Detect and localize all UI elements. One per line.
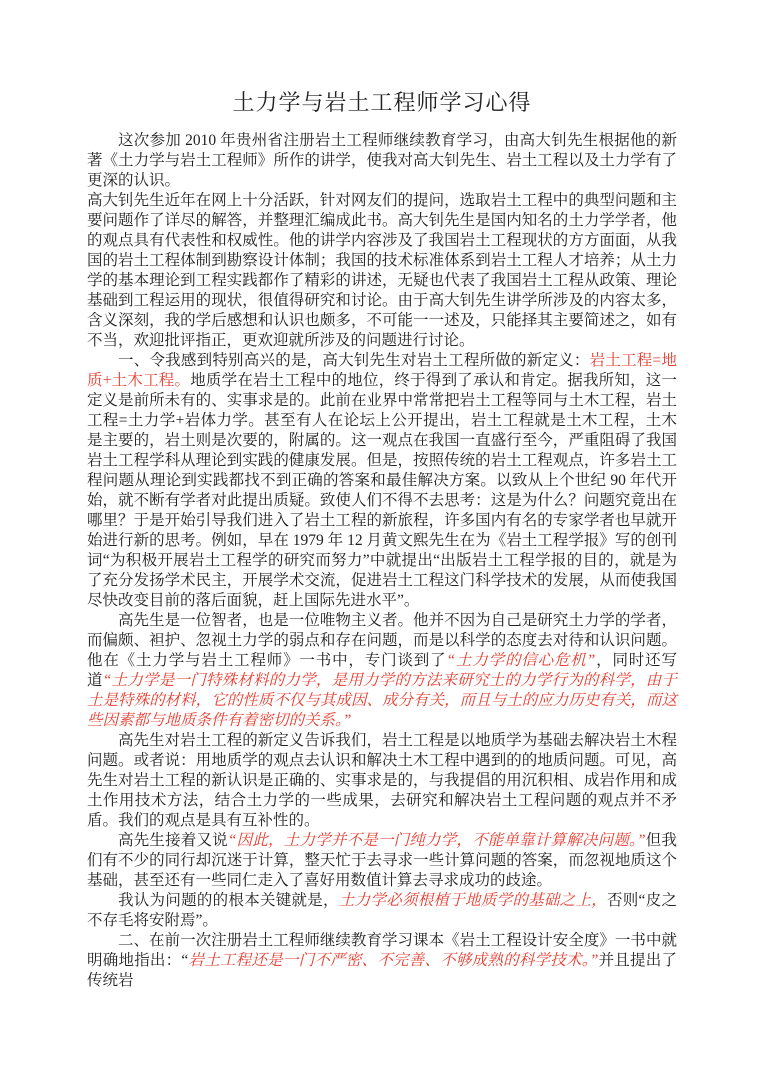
paragraph-key-conclusion [87, 891, 677, 931]
highlighted-text: “土力学是一门特殊材料的力学，是用力学的方法来研究土的力学行为的科学，由于土是特殊的材料，它的性质不仅与其成因、成分有关，而且与土的应力历史有关，而这些因素都与地质条件有着密切的关系。” [87, 672, 677, 729]
document-title: 土力学与岩土工程师学习心得 [232, 90, 532, 115]
paragraph-section-2 [87, 931, 677, 991]
text-run: 一、令我感到特别高兴的是，高大钊先生对岩土工程所做的新定义： [118, 352, 590, 369]
text-run: 高先生对岩土工程的新定义告诉我们，岩土工程是以地质学为基础去解决岩土木程问题。或者说：用地质学的观点去认识和解决土木工程中遇到的的地质问题。可见，高先生对岩土工程的新认识是正确的、实事求是的，与我提倡的用沉积相、成岩作用和成土作用技术方法，结合土力学的一些成果，去研究和解决岩土工程问题的观点并不矛盾。我们的观点是具有互补性的。 [87, 732, 677, 829]
paragraph-gao-wisdom-quote [87, 611, 677, 731]
text-run: 二、在前一次注册岩土工程师继续教育学习课本《岩土工程设计安全度》一书中就明确地指出：“ [87, 932, 677, 969]
text-run: 高先生是一位智者，也是一位唯物主义者。他并不因为自己是研究土力学的学者，而偏颇、袒护、忽视土力学的弱点和存在问题，而是以科学的态度去对待和认识问题。他在《土力学与岩土工程师》一书中，专门谈到了 [87, 612, 677, 669]
paragraph-not-pure-mechanics [87, 831, 677, 891]
paragraph-section-1-new-definition [87, 351, 677, 611]
paragraph-intro [87, 131, 677, 191]
highlighted-text: “土力学的信心危机” [446, 652, 596, 669]
text-run: ，同时还写道 [87, 652, 677, 689]
paragraph-definition-discussion [87, 731, 677, 831]
text-run: 高先生接着又说 [118, 832, 228, 849]
text-run: 并且提出了传统岩 [87, 952, 677, 989]
highlighted-text: 岩土工程还是一门不严密、不完善、不够成熟的科学技术。” [188, 952, 599, 969]
text-run: 地质学在岩土工程中的地位，终于得到了承认和肯定。据我所知，这一定义是前所未有的、实事求是的。此前在业界中常常把岩土工程等同与土木工程，岩土工程=土力学+岩体力学。甚至有人在论坛上公开提出，岩土工程就是土木工程，土木是主要的，岩土则是次要的，附属的。这一观点在我国一直盛行至今，严重阻碍了我国岩土工程学科从理论到实践的健康发展。但是，按照传统的岩土工程观点，许多岩土工程问题从理论到实践都找不到正确的答案和最佳解决方案。以致从上个世纪 90 年代开始，就不断有学者对此提出质疑。致使人们不得不去思考：这是为什么？问题究竟出在哪里？于是开始引导我们进入了岩土工程的新旅程，许多国内有名的专家学者也早就开始进行新的思考。例如，早在 1979 年 12 月黄文熙先生在为《岩土工程学报》写的创刊词“为积极开展岩土工程学的研究而努力”中就提出“出版岩土工程学报的目的，就是为了充分发扬学术民主，开展学术交流，促进岩土工程这门科学技术的发展，从而使我国尽快改变目前的落后面貌，赶上国际先进水平”。 [87, 372, 677, 609]
highlighted-text: 岩土工程=地质+土木工程。 [87, 352, 677, 389]
paragraph-about-author [87, 191, 677, 351]
highlighted-text: 土力学必须根植于地质学的基础之上， [338, 892, 607, 909]
text-run: 这次参加 2010 年贵州省注册岩土工程师继续教育学习，由高大钊先生根据他的新著《土力学与岩土工程师》所作的讲学，使我对高大钊先生、岩土工程以及土力学有了更深的认识。 [87, 132, 677, 189]
highlighted-text: “因此，土力学并不是一门纯力学，不能单靠计算解决问题。” [227, 832, 646, 849]
text-run: 我认为问题的的根本关键就是， [118, 892, 339, 909]
text-run: 高大钊先生近年在网上十分活跃，针对网友们的提问，选取岩土工程中的典型问题和主要问题作了详尽的解答，并整理汇编成此书。高大钊先生是国内知名的土力学学者，他的观点具有代表性和权威性。他的讲学内容涉及了我国岩土工程现状的方方面面，从我国的岩土工程体制到勘察设计体制；我国的技术标准体系到岩土工程人才培养；从土力学的基本理论到工程实践都作了精彩的讲述，无疑也代表了我国岩土工程从政策、理论基础到工程运用的现状，很值得研究和讨论。由于高大钊先生讲学所涉及的内容太多，含义深刻，我的学后感想和认识也颇多，不可能一一述及，只能择其主要简述之，如有不当，欢迎批评指正，更欢迎就所涉及的问题进行讨论。 [87, 192, 677, 349]
text-run: 但我们有不少的同行却沉迷于计算，整天忙于去寻求一些计算问题的答案，而忽视地质这个基础，甚至还有一些同仁走入了喜好用数值计算去寻求成功的歧途。 [87, 832, 677, 889]
text-run: 否则“皮之不存毛将安附焉”。 [87, 892, 677, 929]
